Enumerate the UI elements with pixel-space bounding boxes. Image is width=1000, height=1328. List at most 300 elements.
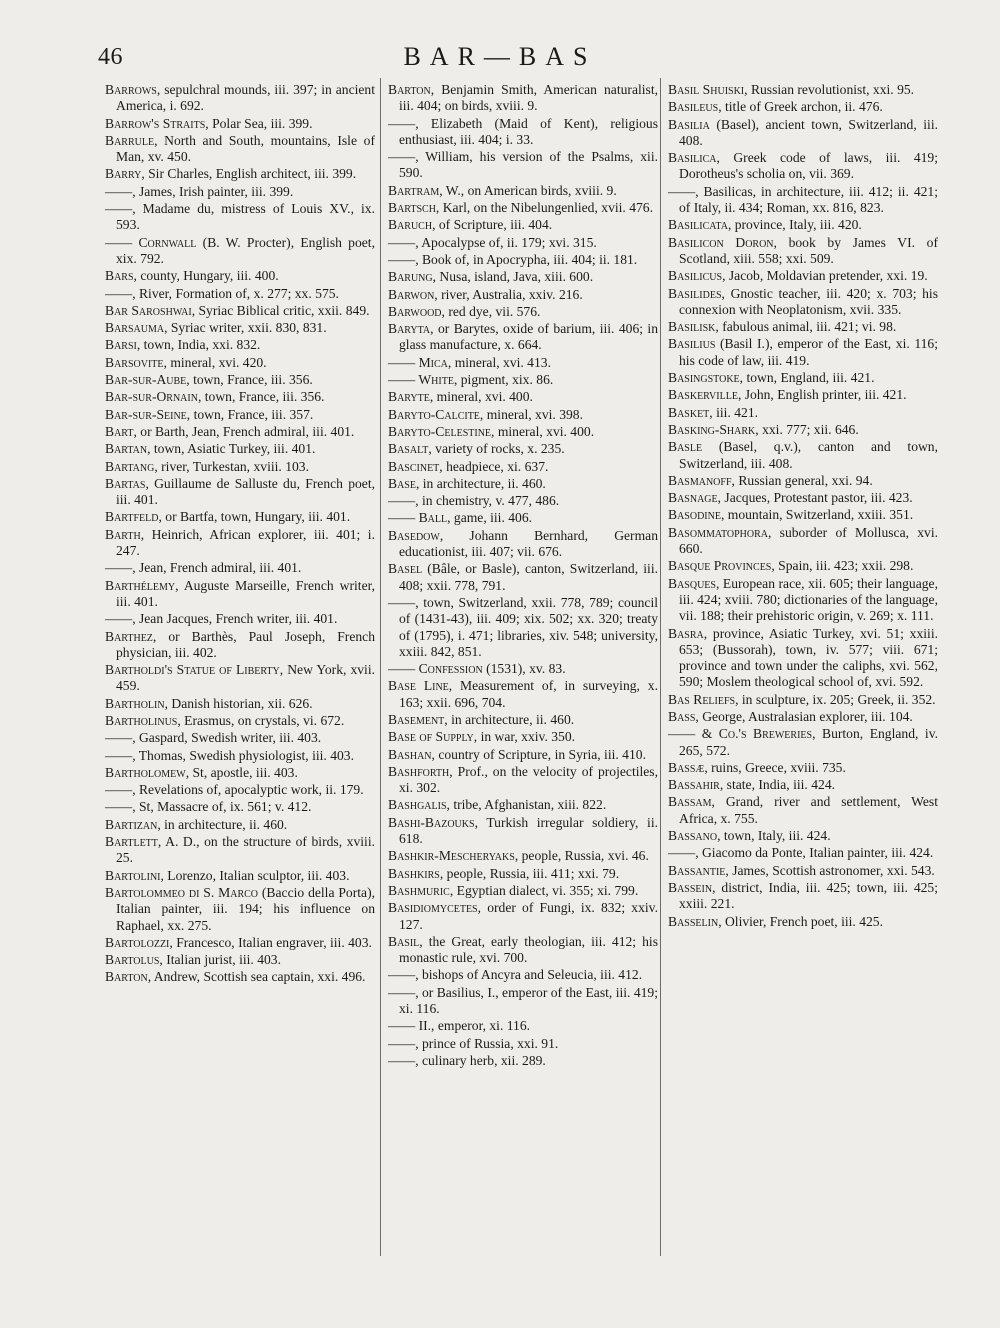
column-rule bbox=[380, 78, 381, 1256]
index-entry bbox=[668, 473, 938, 489]
index-entry bbox=[388, 934, 658, 967]
index-entry bbox=[105, 662, 375, 695]
index-entry bbox=[105, 476, 375, 509]
index-entry bbox=[388, 82, 658, 115]
entry-text: , Francesco, Italian engraver, iii. 403. bbox=[169, 934, 372, 950]
index-entry bbox=[105, 629, 375, 662]
entry-text: , New York, xvii. 459. bbox=[116, 662, 376, 694]
entry-headword: Bartlett bbox=[105, 834, 158, 850]
entry-headword: Barthélemy bbox=[105, 577, 176, 593]
entry-text: , Greek code of laws, iii. 419; Dorotheus's scholia on, vii. 369. bbox=[679, 150, 938, 182]
entry-headword: Barrows bbox=[105, 82, 157, 97]
index-entry bbox=[105, 407, 375, 423]
entry-headword: Bartolozzi bbox=[105, 934, 170, 950]
entry-text: , North and South, mountains, Isle of Man, xv. 450. bbox=[116, 132, 375, 165]
index-entry bbox=[668, 794, 938, 827]
index-entry bbox=[105, 509, 375, 525]
entry-text: , James, Irish painter, iii. 399. bbox=[132, 183, 294, 199]
entry-headword: —— bbox=[388, 1052, 416, 1068]
index-entry bbox=[668, 150, 938, 183]
page-number: 46 bbox=[98, 44, 123, 70]
entry-text: , mineral, xvi. 398. bbox=[479, 406, 583, 422]
entry-text: , Andrew, Scottish sea captain, xxi. 496. bbox=[147, 969, 366, 985]
entry-headword: —— bbox=[388, 115, 416, 131]
entry-headword: Barry bbox=[105, 166, 142, 182]
index-entry bbox=[105, 868, 375, 884]
index-entry bbox=[105, 578, 375, 611]
index-entry bbox=[105, 560, 375, 576]
entry-headword: Bartan bbox=[105, 441, 148, 457]
entry-text: , Spain, iii. 423; xxii. 298. bbox=[771, 558, 914, 574]
entry-text: , culinary herb, xii. 289. bbox=[415, 1052, 546, 1068]
entry-headword: Basil bbox=[388, 933, 420, 949]
entry-headword: Barth bbox=[105, 526, 141, 542]
entry-text: (Basil I.), emperor of the East, xi. 116; his code of law, iii. 419. bbox=[679, 336, 938, 368]
entry-text: , ruins, Greece, xviii. 735. bbox=[704, 759, 846, 775]
index-entry bbox=[668, 626, 938, 691]
index-entry bbox=[105, 201, 375, 234]
entry-text: , fabulous animal, iii. 421; vi. 98. bbox=[715, 319, 897, 335]
index-entry bbox=[388, 900, 658, 933]
entry-text: , town, England, iii. 421. bbox=[739, 370, 875, 386]
entry-text: , district, India, iii. 425; town, iii. 425; xxiii. 221. bbox=[679, 879, 938, 912]
entry-text: , variety of rocks, x. 235. bbox=[428, 441, 565, 457]
entry-headword: Bartholdi's Statue of Liberty bbox=[105, 662, 280, 678]
column-rule bbox=[660, 78, 661, 1256]
entry-headword: —— bbox=[105, 730, 133, 746]
entry-headword: Basket bbox=[668, 404, 710, 420]
index-entry bbox=[388, 764, 658, 797]
running-head: BAR—BAS bbox=[403, 42, 597, 71]
entry-text: , mineral, xvi. 413. bbox=[447, 354, 551, 370]
entry-headword: Basilisk bbox=[668, 319, 716, 335]
entry-text: , country of Scripture, in Syria, iii. 410. bbox=[431, 746, 646, 762]
entry-text: , Heinrich, African explorer, iii. 401; i. 247. bbox=[116, 526, 375, 559]
entry-text: , of Scripture, iii. 404. bbox=[432, 217, 553, 233]
entry-headword: Baruch bbox=[388, 217, 433, 233]
entry-text: , or Bartfa, town, Hungary, iii. 401. bbox=[158, 509, 351, 525]
index-entry bbox=[388, 678, 658, 711]
entry-text: , mineral, xvi. 420. bbox=[163, 354, 267, 370]
entry-text: , province, Asiatic Turkey, xvi. 51; xxiii. 653; (Bussorah), town, iv. 577; viii. 671; province and town under the caliphs, xvi. 562, 590; Moslem theological school of, xvi. 592. bbox=[679, 625, 938, 690]
entry-text: , river, Turkestan, xviii. 103. bbox=[154, 458, 309, 474]
entry-text: , Burton, England, iv. 265, 572. bbox=[679, 726, 939, 758]
index-entry bbox=[105, 389, 375, 405]
index-entry bbox=[388, 459, 658, 475]
index-entry bbox=[105, 952, 375, 968]
index-entry bbox=[388, 200, 658, 216]
index-column-3 bbox=[668, 82, 938, 931]
entry-text: , xxi. 777; xii. 646. bbox=[755, 421, 859, 437]
entry-headword: Basmanoff bbox=[668, 472, 732, 488]
index-entry bbox=[388, 967, 658, 983]
entry-headword: Barrow's Straits bbox=[105, 115, 206, 131]
index-entry bbox=[105, 696, 375, 712]
entry-text: , Russian revolutionist, xxi. 95. bbox=[744, 82, 915, 97]
entry-text: , in war, xxiv. 350. bbox=[473, 729, 576, 745]
entry-headword: —— bbox=[388, 967, 416, 983]
entry-headword: —— bbox=[388, 984, 416, 1000]
index-entry bbox=[388, 149, 658, 182]
index-entry bbox=[105, 527, 375, 560]
entry-headword: —— bbox=[105, 799, 133, 815]
entry-headword: —— bbox=[668, 845, 696, 861]
entry-headword: —— bbox=[388, 234, 416, 250]
entry-text: , the Great, early theologian, iii. 412; his monastic rule, xvi. 700. bbox=[399, 933, 658, 966]
entry-text: , people, Russia, xvi. 46. bbox=[514, 848, 649, 864]
index-entry bbox=[388, 661, 658, 677]
index-entry bbox=[668, 576, 938, 625]
index-entry bbox=[388, 1053, 658, 1069]
entry-headword: Bassantie bbox=[668, 862, 726, 878]
entry-text: , Thomas, Swedish physiologist, iii. 403. bbox=[132, 747, 354, 763]
entry-headword: —— Confession bbox=[388, 661, 483, 677]
entry-headword: Base Line bbox=[388, 678, 449, 694]
entry-headword: Bashi-Bazouks bbox=[388, 814, 475, 830]
entry-text: (Baccio della Porta), Italian painter, iii. 194; his influence on Raphael, xx. 275. bbox=[116, 884, 375, 933]
entry-headword: —— bbox=[388, 251, 416, 267]
entry-headword: Barsauma bbox=[105, 320, 165, 336]
entry-text: , emperor, xi. 116. bbox=[431, 1018, 531, 1034]
entry-text: , Basilicas, in architecture, iii. 412; ii. 421; of Italy, ii. 434; Roman, xx. 816, 823. bbox=[679, 183, 938, 216]
entry-headword: Basodine bbox=[668, 507, 721, 523]
index-entry bbox=[388, 389, 658, 405]
index-entry bbox=[388, 493, 658, 509]
entry-headword: Bar-sur-Ornain bbox=[105, 389, 198, 405]
index-entry bbox=[668, 760, 938, 776]
entry-headword: —— bbox=[105, 782, 133, 798]
entry-text: , or Basilius, I., emperor of the East, iii. 419; xi. 116. bbox=[399, 984, 658, 1017]
entry-text: , Measurement of, in surveying, x. 163; xxii. 696, 704. bbox=[399, 678, 659, 710]
entry-headword: Bassahir bbox=[668, 777, 720, 793]
entry-text: , town, France, iii. 356. bbox=[186, 372, 313, 388]
entry-headword: —— bbox=[105, 560, 133, 576]
entry-text: , Turkish irregular soldiery, ii. 618. bbox=[399, 814, 658, 847]
entry-headword: Bashkirs bbox=[388, 865, 440, 881]
index-entry bbox=[388, 848, 658, 864]
entry-text: , or Barytes, oxide of barium, iii. 406; in glass manufacture, x. 664. bbox=[399, 321, 658, 353]
entry-headword: —— bbox=[105, 183, 133, 199]
entry-text: , sepulchral mounds, iii. 397; in ancient America, i. 692. bbox=[116, 82, 375, 114]
index-entry bbox=[105, 799, 375, 815]
entry-text: , mountain, Switzerland, xxiii. 351. bbox=[720, 507, 914, 523]
index-entry bbox=[668, 692, 938, 708]
entry-headword: Basnage bbox=[668, 490, 718, 506]
entry-text: , town, France, iii. 357. bbox=[186, 406, 314, 422]
index-entry bbox=[388, 183, 658, 199]
index-entry bbox=[668, 99, 938, 115]
entry-text: , or Barth, Jean, French admiral, iii. 401. bbox=[133, 423, 355, 439]
entry-headword: —— bbox=[105, 747, 133, 763]
index-entry bbox=[388, 304, 658, 320]
entry-text: (Basel), ancient town, Switzerland, iii. 408. bbox=[679, 116, 938, 148]
entry-text: , Danish historian, xii. 626. bbox=[164, 695, 313, 711]
index-entry bbox=[668, 217, 938, 233]
entry-headword: Basingstoke bbox=[668, 370, 740, 386]
index-entry bbox=[105, 235, 375, 268]
index-entry bbox=[388, 372, 658, 388]
entry-headword: Bartolini bbox=[105, 867, 161, 883]
index-entry bbox=[105, 713, 375, 729]
entry-text: , Syriac writer, xxii. 830, 831. bbox=[164, 320, 327, 336]
entry-headword: Basedow bbox=[388, 527, 440, 543]
index-entry bbox=[105, 834, 375, 867]
index-entry bbox=[388, 561, 658, 594]
entry-text: , people, Russia, iii. 411; xxi. 79. bbox=[439, 865, 620, 881]
entry-headword: Baryto-Calcite bbox=[388, 406, 480, 422]
index-entry bbox=[105, 885, 375, 934]
entry-text: , European race, xii. 605; their language, iii. 424; xviii. 780; dictionaries of the language, vii. 188; their prehistoric origin, v. 269; x. 111. bbox=[679, 575, 938, 624]
index-entry bbox=[105, 355, 375, 371]
entry-headword: Bashmuric bbox=[388, 882, 450, 898]
entry-text: , town, Switzerland, xxii. 778, 789; council of (1431-43), iii. 409; xix. 502; xx. 320; treaty of (1795), i. 471; libraries, xiv. 548; university, xxiii. 842, 851. bbox=[399, 594, 658, 659]
index-entry bbox=[388, 528, 658, 561]
entry-text: (Bâle, or Basle), canton, Switzerland, iii. 408; xxii. 778, 791. bbox=[399, 561, 658, 593]
index-entry bbox=[668, 709, 938, 725]
entry-text: (1531), xv. 83. bbox=[482, 661, 566, 677]
entry-headword: Bas Reliefs bbox=[668, 691, 736, 707]
entry-headword: —— bbox=[388, 149, 416, 165]
entry-text: , Russian general, xxi. 94. bbox=[731, 472, 873, 488]
entry-headword: Basilicus bbox=[668, 268, 723, 284]
index-entry bbox=[388, 815, 658, 848]
entry-headword: Bartizan bbox=[105, 816, 158, 832]
entry-headword: Bartang bbox=[105, 458, 155, 474]
index-entry bbox=[105, 82, 375, 115]
index-entry bbox=[668, 387, 938, 403]
index-entry bbox=[668, 370, 938, 386]
index-entry bbox=[668, 235, 938, 268]
entry-headword: —— bbox=[105, 285, 133, 301]
entry-headword: Basque Provinces bbox=[668, 558, 772, 574]
entry-text: , St, Massacre of, ix. 561; v. 412. bbox=[132, 799, 312, 815]
entry-text: , town, France, iii. 356. bbox=[197, 389, 325, 405]
entry-text: , in chemistry, v. 477, 486. bbox=[415, 493, 560, 509]
entry-text: , Nusa, island, Java, xiii. 600. bbox=[432, 269, 594, 285]
index-entry bbox=[105, 782, 375, 798]
entry-text: , Grand, river and settlement, West Africa, x. 755. bbox=[679, 794, 938, 826]
entry-text: , Sir Charles, English architect, iii. 399. bbox=[141, 166, 357, 182]
entry-text: , Karl, on the Nibelungenlied, xvii. 476. bbox=[435, 200, 654, 216]
index-entry bbox=[105, 748, 375, 764]
index-entry bbox=[105, 424, 375, 440]
entry-headword: Bartolommeo di S. Marco bbox=[105, 884, 259, 900]
entry-text: , title of Greek archon, ii. 476. bbox=[718, 99, 883, 115]
entry-headword: —— bbox=[388, 1035, 416, 1051]
entry-text: , Madame du, mistress of Louis XV., ix. 593. bbox=[116, 201, 375, 233]
entry-headword: Bartfeld bbox=[105, 509, 159, 525]
index-entry bbox=[105, 337, 375, 353]
entry-headword: Bartholin bbox=[105, 695, 165, 711]
entry-headword: Basilia bbox=[668, 116, 710, 132]
entry-text: , Apocalypse of, ii. 179; xvi. 315. bbox=[415, 234, 597, 250]
entry-headword: Bass bbox=[668, 708, 696, 724]
entry-headword: Bartas bbox=[105, 475, 146, 491]
entry-headword: Base of Supply bbox=[388, 729, 474, 745]
index-entry bbox=[668, 558, 938, 574]
entry-headword: Bashan bbox=[388, 746, 432, 762]
entry-headword: Basileus bbox=[668, 99, 719, 115]
index-entry bbox=[105, 765, 375, 781]
entry-text: , red dye, vii. 576. bbox=[441, 303, 541, 319]
index-entry bbox=[388, 424, 658, 440]
entry-headword: Bars bbox=[105, 268, 134, 284]
entry-text: , Jacques, Protestant pastor, iii. 423. bbox=[717, 490, 913, 506]
entry-headword: Barrule bbox=[105, 132, 155, 148]
entry-text: , Erasmus, on crystals, vi. 672. bbox=[177, 712, 345, 728]
entry-text: , town, Asiatic Turkey, iii. 401. bbox=[147, 441, 316, 457]
entry-headword: Baskerville bbox=[668, 387, 738, 403]
entry-headword: —— Cornwall bbox=[105, 234, 197, 250]
index-entry bbox=[105, 268, 375, 284]
entry-text: , pigment, xix. 86. bbox=[453, 372, 554, 388]
entry-headword: Base bbox=[388, 475, 416, 491]
entry-headword: —— & Co.'s Breweries bbox=[668, 726, 813, 742]
index-entry bbox=[668, 336, 938, 369]
entry-text: , Jean, French admiral, iii. 401. bbox=[132, 560, 302, 576]
entry-headword: Basra bbox=[668, 625, 704, 641]
entry-headword: Basking-Shark bbox=[668, 421, 756, 437]
index-entry bbox=[105, 459, 375, 475]
entry-text: , Lorenzo, Italian sculptor, iii. 403. bbox=[160, 867, 350, 883]
index-entry bbox=[668, 82, 938, 98]
index-entry bbox=[105, 286, 375, 302]
index-entry bbox=[388, 866, 658, 882]
entry-headword: Bascinet bbox=[388, 458, 440, 474]
entry-headword: —— bbox=[105, 611, 133, 627]
entry-text: , order of Fungi, ix. 832; xxiv. 127. bbox=[399, 900, 658, 932]
entry-text: , Guillaume de Salluste du, French poet, iii. 401. bbox=[116, 475, 375, 508]
index-entry bbox=[668, 726, 938, 759]
index-entry bbox=[388, 729, 658, 745]
entry-headword: Bar-sur-Aube bbox=[105, 372, 187, 388]
entry-text: (B. W. Procter), English poet, xix. 792. bbox=[116, 234, 375, 266]
entry-text: , Jean Jacques, French writer, iii. 401. bbox=[132, 611, 338, 627]
index-entry bbox=[668, 914, 938, 930]
index-entry bbox=[105, 320, 375, 336]
entry-headword: —— II. bbox=[388, 1018, 432, 1034]
index-entry bbox=[388, 476, 658, 492]
entry-headword: Barthez bbox=[105, 628, 153, 644]
index-entry bbox=[105, 441, 375, 457]
entry-headword: Barsi bbox=[105, 337, 137, 353]
entry-headword: Basilicon Doron bbox=[668, 234, 774, 250]
entry-text: , Polar Sea, iii. 399. bbox=[205, 115, 313, 131]
index-entry bbox=[105, 166, 375, 182]
index-entry bbox=[388, 595, 658, 660]
index-entry bbox=[668, 439, 938, 472]
index-entry bbox=[668, 507, 938, 523]
entry-headword: Bassano bbox=[668, 828, 718, 844]
index-entry bbox=[105, 935, 375, 951]
entry-text: , Gnostic teacher, iii. 420; x. 703; his connexion with Neoplatonism, xvii. 335. bbox=[679, 285, 938, 317]
entry-text: , in architecture, ii. 460. bbox=[415, 475, 546, 491]
entry-headword: Bartholinus bbox=[105, 712, 178, 728]
entry-text: , book by James VI. of Scotland, xiii. 558; xxi. 509. bbox=[679, 234, 938, 266]
entry-headword: Basselin bbox=[668, 913, 719, 929]
index-entry bbox=[388, 510, 658, 526]
entry-headword: Basilicata bbox=[668, 217, 728, 233]
index-entry bbox=[668, 184, 938, 217]
index-column-2 bbox=[388, 82, 658, 1070]
index-entry bbox=[388, 252, 658, 268]
entry-text: , Syriac Biblical critic, xxii. 849. bbox=[191, 302, 370, 318]
index-entry bbox=[388, 287, 658, 303]
index-entry bbox=[388, 321, 658, 354]
entry-headword: Bashgalis bbox=[388, 797, 447, 813]
entry-text: , iii. 421. bbox=[709, 404, 759, 420]
entry-text: , tribe, Afghanistan, xiii. 822. bbox=[446, 797, 607, 813]
entry-headword: Basidiomycetes bbox=[388, 900, 478, 916]
entry-text: , in sculpture, ix. 205; Greek, ii. 352. bbox=[735, 691, 936, 707]
index-entry bbox=[388, 441, 658, 457]
entry-headword: Bashforth bbox=[388, 763, 450, 779]
entry-text: , county, Hungary, iii. 400. bbox=[133, 268, 279, 284]
entry-headword: —— bbox=[388, 493, 416, 509]
entry-headword: Basilica bbox=[668, 150, 717, 166]
entry-text: , headpiece, xi. 637. bbox=[439, 458, 549, 474]
index-entry bbox=[388, 116, 658, 149]
index-entry bbox=[105, 133, 375, 166]
entry-text: , game, iii. 406. bbox=[447, 510, 533, 526]
entry-headword: Bassæ bbox=[668, 759, 705, 775]
index-entry bbox=[105, 372, 375, 388]
entry-headword: Baryto-Celestine bbox=[388, 423, 492, 439]
entry-headword: Barung bbox=[388, 269, 433, 285]
entry-text: , St, apostle, iii. 403. bbox=[185, 764, 298, 780]
entry-text: , Prof., on the velocity of projectiles, xi. 302. bbox=[399, 763, 658, 796]
entry-text: , River, Formation of, x. 277; xx. 575. bbox=[132, 285, 339, 301]
entry-headword: Bar Saroshwai bbox=[105, 302, 192, 318]
entry-text: , John, English printer, iii. 421. bbox=[737, 387, 907, 403]
entry-text: , Revelations of, apocalyptic work, ii. 179. bbox=[132, 782, 364, 798]
entry-text: , town, India, xxi. 832. bbox=[136, 337, 261, 353]
index-entry bbox=[105, 184, 375, 200]
index-entry bbox=[388, 1018, 658, 1034]
entry-text: (Basel, q.v.), canton and town, Switzerland, iii. 408. bbox=[679, 439, 938, 471]
entry-text: , Benjamin Smith, American naturalist, iii. 404; on birds, xviii. 9. bbox=[399, 82, 658, 114]
entry-headword: Bart bbox=[105, 423, 134, 439]
index-entry bbox=[668, 268, 938, 284]
entry-headword: Bar-sur-Seine bbox=[105, 406, 187, 422]
index-entry bbox=[105, 730, 375, 746]
entry-headword: Bartholomew bbox=[105, 764, 186, 780]
index-entry bbox=[388, 985, 658, 1018]
entry-text: , Italian jurist, iii. 403. bbox=[159, 952, 281, 968]
entry-headword: —— bbox=[105, 201, 133, 217]
index-entry bbox=[105, 611, 375, 627]
entry-headword: Barsovite bbox=[105, 354, 164, 370]
entry-headword: Barwon bbox=[388, 286, 435, 302]
index-entry bbox=[668, 117, 938, 150]
index-entry bbox=[388, 712, 658, 728]
entry-text: , in architecture, ii. 460. bbox=[157, 816, 288, 832]
entry-headword: Bassein bbox=[668, 879, 713, 895]
entry-headword: Barton bbox=[105, 969, 148, 985]
entry-headword: —— Ball bbox=[388, 510, 448, 526]
entry-headword: Baryte bbox=[388, 389, 430, 405]
entry-headword: —— Mica bbox=[388, 354, 448, 370]
entry-text: , in architecture, ii. 460. bbox=[444, 711, 575, 727]
entry-headword: Baryta bbox=[388, 321, 431, 337]
entry-headword: Barwood bbox=[388, 303, 442, 319]
entry-text: , W., on American birds, xviii. 9. bbox=[439, 182, 617, 198]
index-entry bbox=[388, 407, 658, 423]
entry-text: , William, his version of the Psalms, xii. 590. bbox=[399, 149, 658, 181]
entry-headword: Basommatophora bbox=[668, 524, 769, 540]
entry-text: , mineral, xvi. 400. bbox=[491, 423, 595, 439]
entry-text: , prince of Russia, xxi. 91. bbox=[415, 1035, 559, 1051]
